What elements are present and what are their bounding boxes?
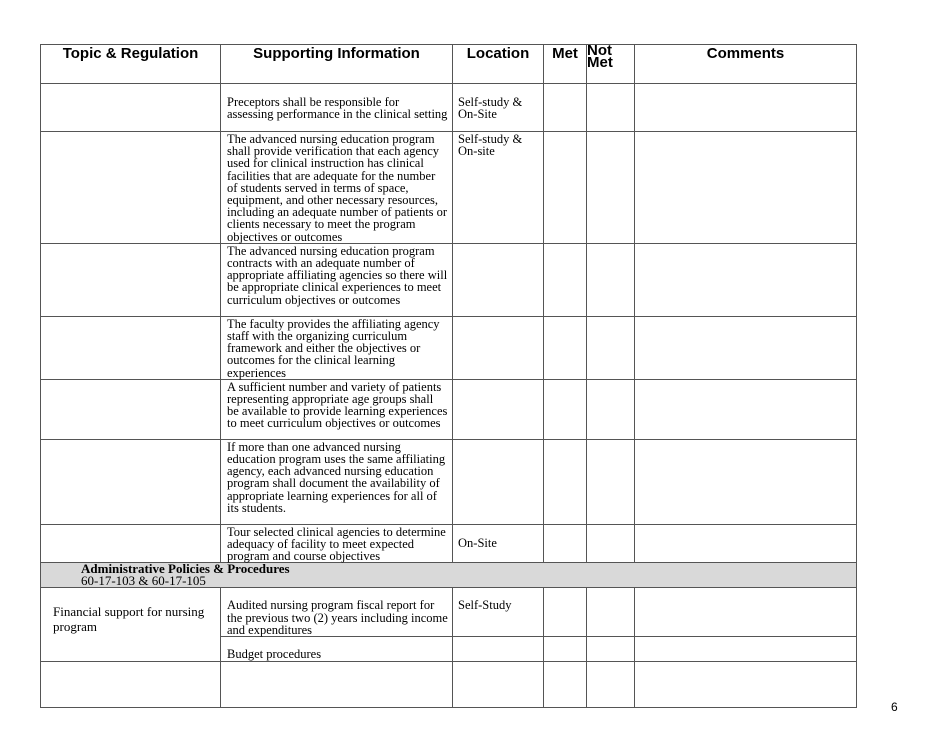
- location-text: Self-study & On-Site: [458, 95, 523, 122]
- location-cell: [453, 588, 544, 637]
- location-text: Self-study & On-site: [458, 132, 523, 159]
- header-met: Met: [544, 45, 587, 84]
- met-cell: [544, 379, 587, 439]
- table-row: [41, 316, 857, 379]
- topic-cell: [41, 316, 221, 379]
- header-comments: Comments: [635, 45, 857, 84]
- not-met-cell: [587, 132, 635, 244]
- comments-cell: [635, 524, 857, 563]
- support-cell: [221, 132, 453, 244]
- location-cell: [453, 662, 544, 708]
- table-row: [41, 379, 857, 439]
- met-cell: [544, 84, 587, 132]
- location-cell: [453, 439, 544, 524]
- topic-cell: [41, 243, 221, 316]
- support-text: The faculty provides the affiliating agency staff with the organizing curriculum framework and either the objectives or outcomes for the clinical learning experiences: [227, 316, 440, 380]
- support-cell: [221, 316, 453, 379]
- support-cell: [221, 439, 453, 524]
- met-cell: [544, 316, 587, 379]
- met-cell: [544, 662, 587, 708]
- section-row: [41, 563, 857, 588]
- comments-cell: [635, 662, 857, 708]
- not-met-cell: [587, 316, 635, 379]
- location-cell: [453, 379, 544, 439]
- location-cell: [453, 637, 544, 662]
- table-row: [41, 132, 857, 244]
- table-row: [41, 243, 857, 316]
- support-cell: [221, 637, 453, 662]
- header-not-met-line2: Met: [587, 54, 613, 71]
- review-table: [40, 44, 857, 708]
- topic-cell: [41, 439, 221, 524]
- comments-cell: [635, 132, 857, 244]
- topic-cell: [41, 588, 221, 662]
- topic-cell: [41, 524, 221, 563]
- comments-cell: [635, 588, 857, 637]
- table-row: [41, 662, 857, 708]
- table-row: [41, 588, 857, 637]
- header-supporting: Supporting Information: [221, 45, 453, 84]
- support-cell: [221, 243, 453, 316]
- location-cell: [453, 243, 544, 316]
- not-met-cell: [587, 588, 635, 637]
- comments-cell: [635, 439, 857, 524]
- met-cell: [544, 637, 587, 662]
- support-cell: [221, 588, 453, 637]
- section-code: 60-17-103 & 60-17-105: [81, 573, 206, 589]
- location-text: Self-Study: [458, 598, 512, 613]
- not-met-cell: [587, 243, 635, 316]
- met-cell: [544, 439, 587, 524]
- not-met-cell: [587, 524, 635, 563]
- location-cell: [453, 84, 544, 132]
- table-row: [41, 524, 857, 563]
- not-met-cell: [587, 637, 635, 662]
- comments-cell: [635, 637, 857, 662]
- page-number: 6: [891, 700, 898, 714]
- met-cell: [544, 132, 587, 244]
- comments-cell: [635, 84, 857, 132]
- topic-cell: [41, 84, 221, 132]
- header-topic: Topic & Regulation: [41, 45, 221, 84]
- support-text: Preceptors shall be responsible for assessing performance in the clinical setting: [227, 95, 448, 122]
- support-text: Tour selected clinical agencies to determine adequacy of facility to meet expected program and course objectives: [227, 524, 446, 564]
- table-row: [41, 84, 857, 132]
- support-text: The advanced nursing education program shall provide verification that each agency used for clinical instruction has clinical facilities that are adequate for the number of students served in terms of space, equipment, and other necessary resources, including an adequate number of patients or clients necessary to meet the program objectives or outcomes: [227, 132, 448, 244]
- section-title: Administrative Policies & Procedures: [81, 561, 290, 577]
- support-cell: [221, 84, 453, 132]
- support-text: A sufficient number and variety of patients representing appropriate age groups shall be available to provide learning experiences to meet curriculum objectives or outcomes: [227, 379, 448, 431]
- topic-text: Financial support for nursing program: [53, 604, 205, 635]
- header-row: [41, 45, 857, 84]
- support-cell: [221, 662, 453, 708]
- table-row: [41, 439, 857, 524]
- location-cell: [453, 132, 544, 244]
- support-cell: [221, 524, 453, 563]
- topic-cell: [41, 379, 221, 439]
- comments-cell: [635, 379, 857, 439]
- not-met-cell: [587, 662, 635, 708]
- comments-cell: [635, 316, 857, 379]
- met-cell: [544, 588, 587, 637]
- topic-cell: [41, 132, 221, 244]
- support-text: Budget procedures: [227, 647, 322, 662]
- support-text: The advanced nursing education program contracts with an adequate number of appropriate affiliating agencies so there will be appropriate clinical experiences to meet curriculum objectives or outcomes: [227, 243, 448, 307]
- comments-cell: [635, 243, 857, 316]
- not-met-cell: [587, 379, 635, 439]
- not-met-cell: [587, 84, 635, 132]
- met-cell: [544, 524, 587, 563]
- support-cell: [221, 379, 453, 439]
- header-location: Location: [453, 45, 544, 84]
- support-text: Audited nursing program fiscal report for the previous two (2) years including income and expenditures: [227, 598, 448, 637]
- location-cell: [453, 524, 544, 563]
- met-cell: [544, 243, 587, 316]
- location-cell: [453, 316, 544, 379]
- header-not-met-line1: Not: [587, 42, 612, 59]
- not-met-cell: [587, 439, 635, 524]
- location-text: On-Site: [458, 535, 497, 550]
- topic-cell: [41, 662, 221, 708]
- support-text: If more than one advanced nursing education program uses the same affiliating agency, each advanced nursing education program shall document the availability of appropriate learning experiences for all of its students.: [227, 439, 446, 515]
- section-cell: [41, 563, 857, 588]
- header-not-met: [587, 42, 635, 84]
